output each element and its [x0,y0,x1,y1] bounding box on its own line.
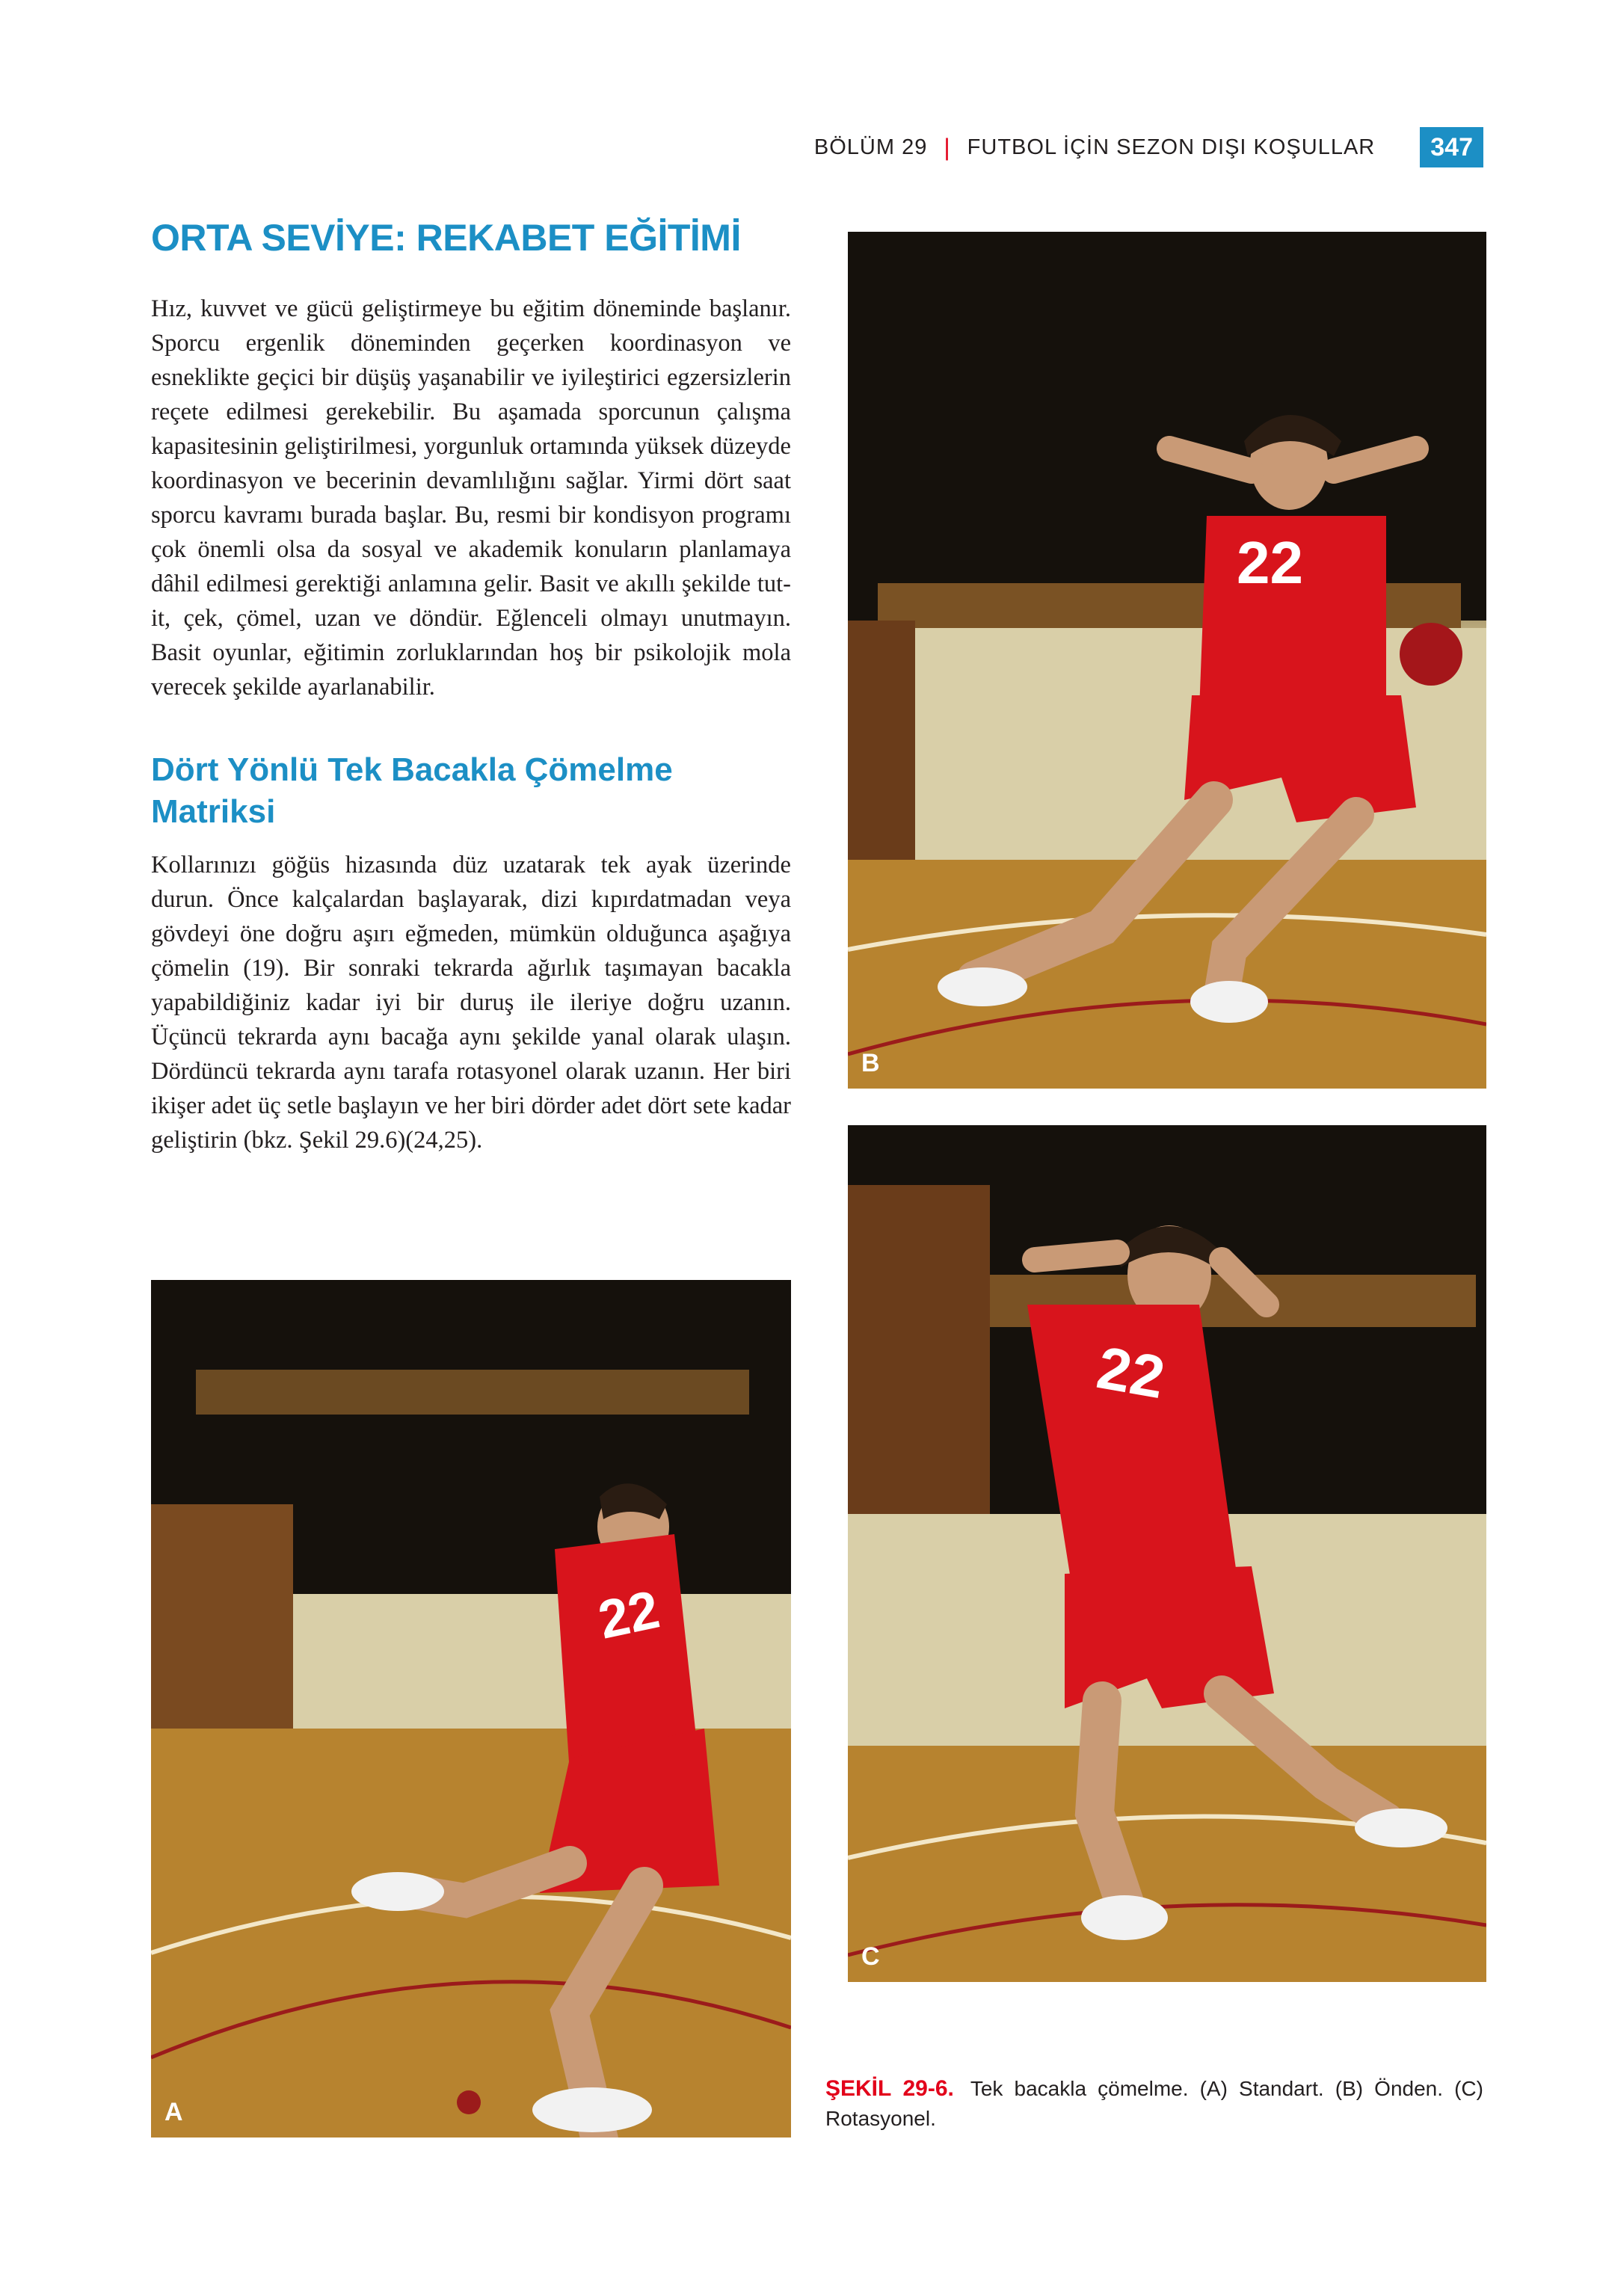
photo-c-jersey-number: 22 [1092,1334,1170,1412]
section-paragraph: Hız, kuvvet ve gücü geliştirmeye bu eğitim döneminde başlanır. Sporcu ergenlik döneminden geçerken koordinasyon ve esneklikte geçici bir düşüş yaşanabilir ve iyileştirici egzersizlerin reçete edilmesi gerekebilir. Bu aşamada sporcunun çalışma kapasitesinin geliştirilmesi, yorgunluk ortamında yüksek düzeyde koordinasyon ve becerinin devamlılığını sağlar. Yirmi dört saat sporcu kavramı burada başlar. Bu, resmi bir kondisyon programı çok önemli olsa da sosyal ve akademik konuların planlamaya dâhil edilmesi gerektiği anlamına gelir. Basit ve akıllı şekilde tut-it, çek, çömel, uzan ve döndür. Eğlenceli olmayı unutmayın. Basit oyunlar, eğitimin zorluklarından hoş bir psikolojik mola verecek şekilde ayarlanabilir. [151,295,791,701]
figure-id: ŞEKİL 29-6. [825,2076,954,2101]
photo-b-jersey-number: 22 [1237,529,1303,596]
header-separator: | [944,133,951,161]
chapter-title: FUTBOL İÇİN SEZON DIŞI KOŞULLAR [967,135,1376,159]
photo-b-illustration [848,232,1486,1089]
photo-a-jersey-number: 22 [593,1579,665,1651]
figure-caption [825,2074,1483,2134]
photo-b [848,232,1486,1089]
chapter-label: BÖLÜM 29 [813,135,928,159]
photo-a-label: A [164,2098,183,2126]
subsection-heading: Dört Yönlü Tek Bacakla Çömelme Matriksi [151,751,673,830]
photo-b-label: B [861,1049,880,1077]
figure-caption-text: Tek bacakla çömelme. (A) Standart. (B) Önden. (C) Rotasyonel. [825,2077,1483,2130]
section-heading: ORTA SEVİYE: REKABET EĞİTİMİ [151,217,741,259]
page-number: 347 [1420,127,1483,167]
photo-c-label: C [861,1942,880,1971]
text-column [151,217,791,1157]
photo-c [848,1125,1486,1982]
photo-a-illustration [151,1280,791,2138]
running-header [814,127,1483,167]
subsection-paragraph: Kollarınızı göğüs hizasında düz uzatarak tek ayak üzerinde durun. Önce kalçalardan başlayarak, dizi kıpırdatmadan veya gövdeyi öne doğru aşırı eğmeden, mümkün olduğunca aşağıya çömelin (19). Bir sonraki tekrarda ağırlık taşımayan bacakla yapabildiğiniz kadar iyi bir duruş ile ileriye doğru uzanın. Üçüncü tekrarda aynı bacağa aynı şekilde yanal olarak ulaşın. Dördüncü tekrarda aynı tarafa rotasyonel olarak uzanın. Her biri ikişer adet üç setle başlayın ve her biri dörder adet dört sete kadar geliştirin (bkz. Şekil 29.6)(24,25). [151,852,791,1154]
photo-a [151,1280,791,2138]
photo-c-illustration [848,1125,1486,1982]
